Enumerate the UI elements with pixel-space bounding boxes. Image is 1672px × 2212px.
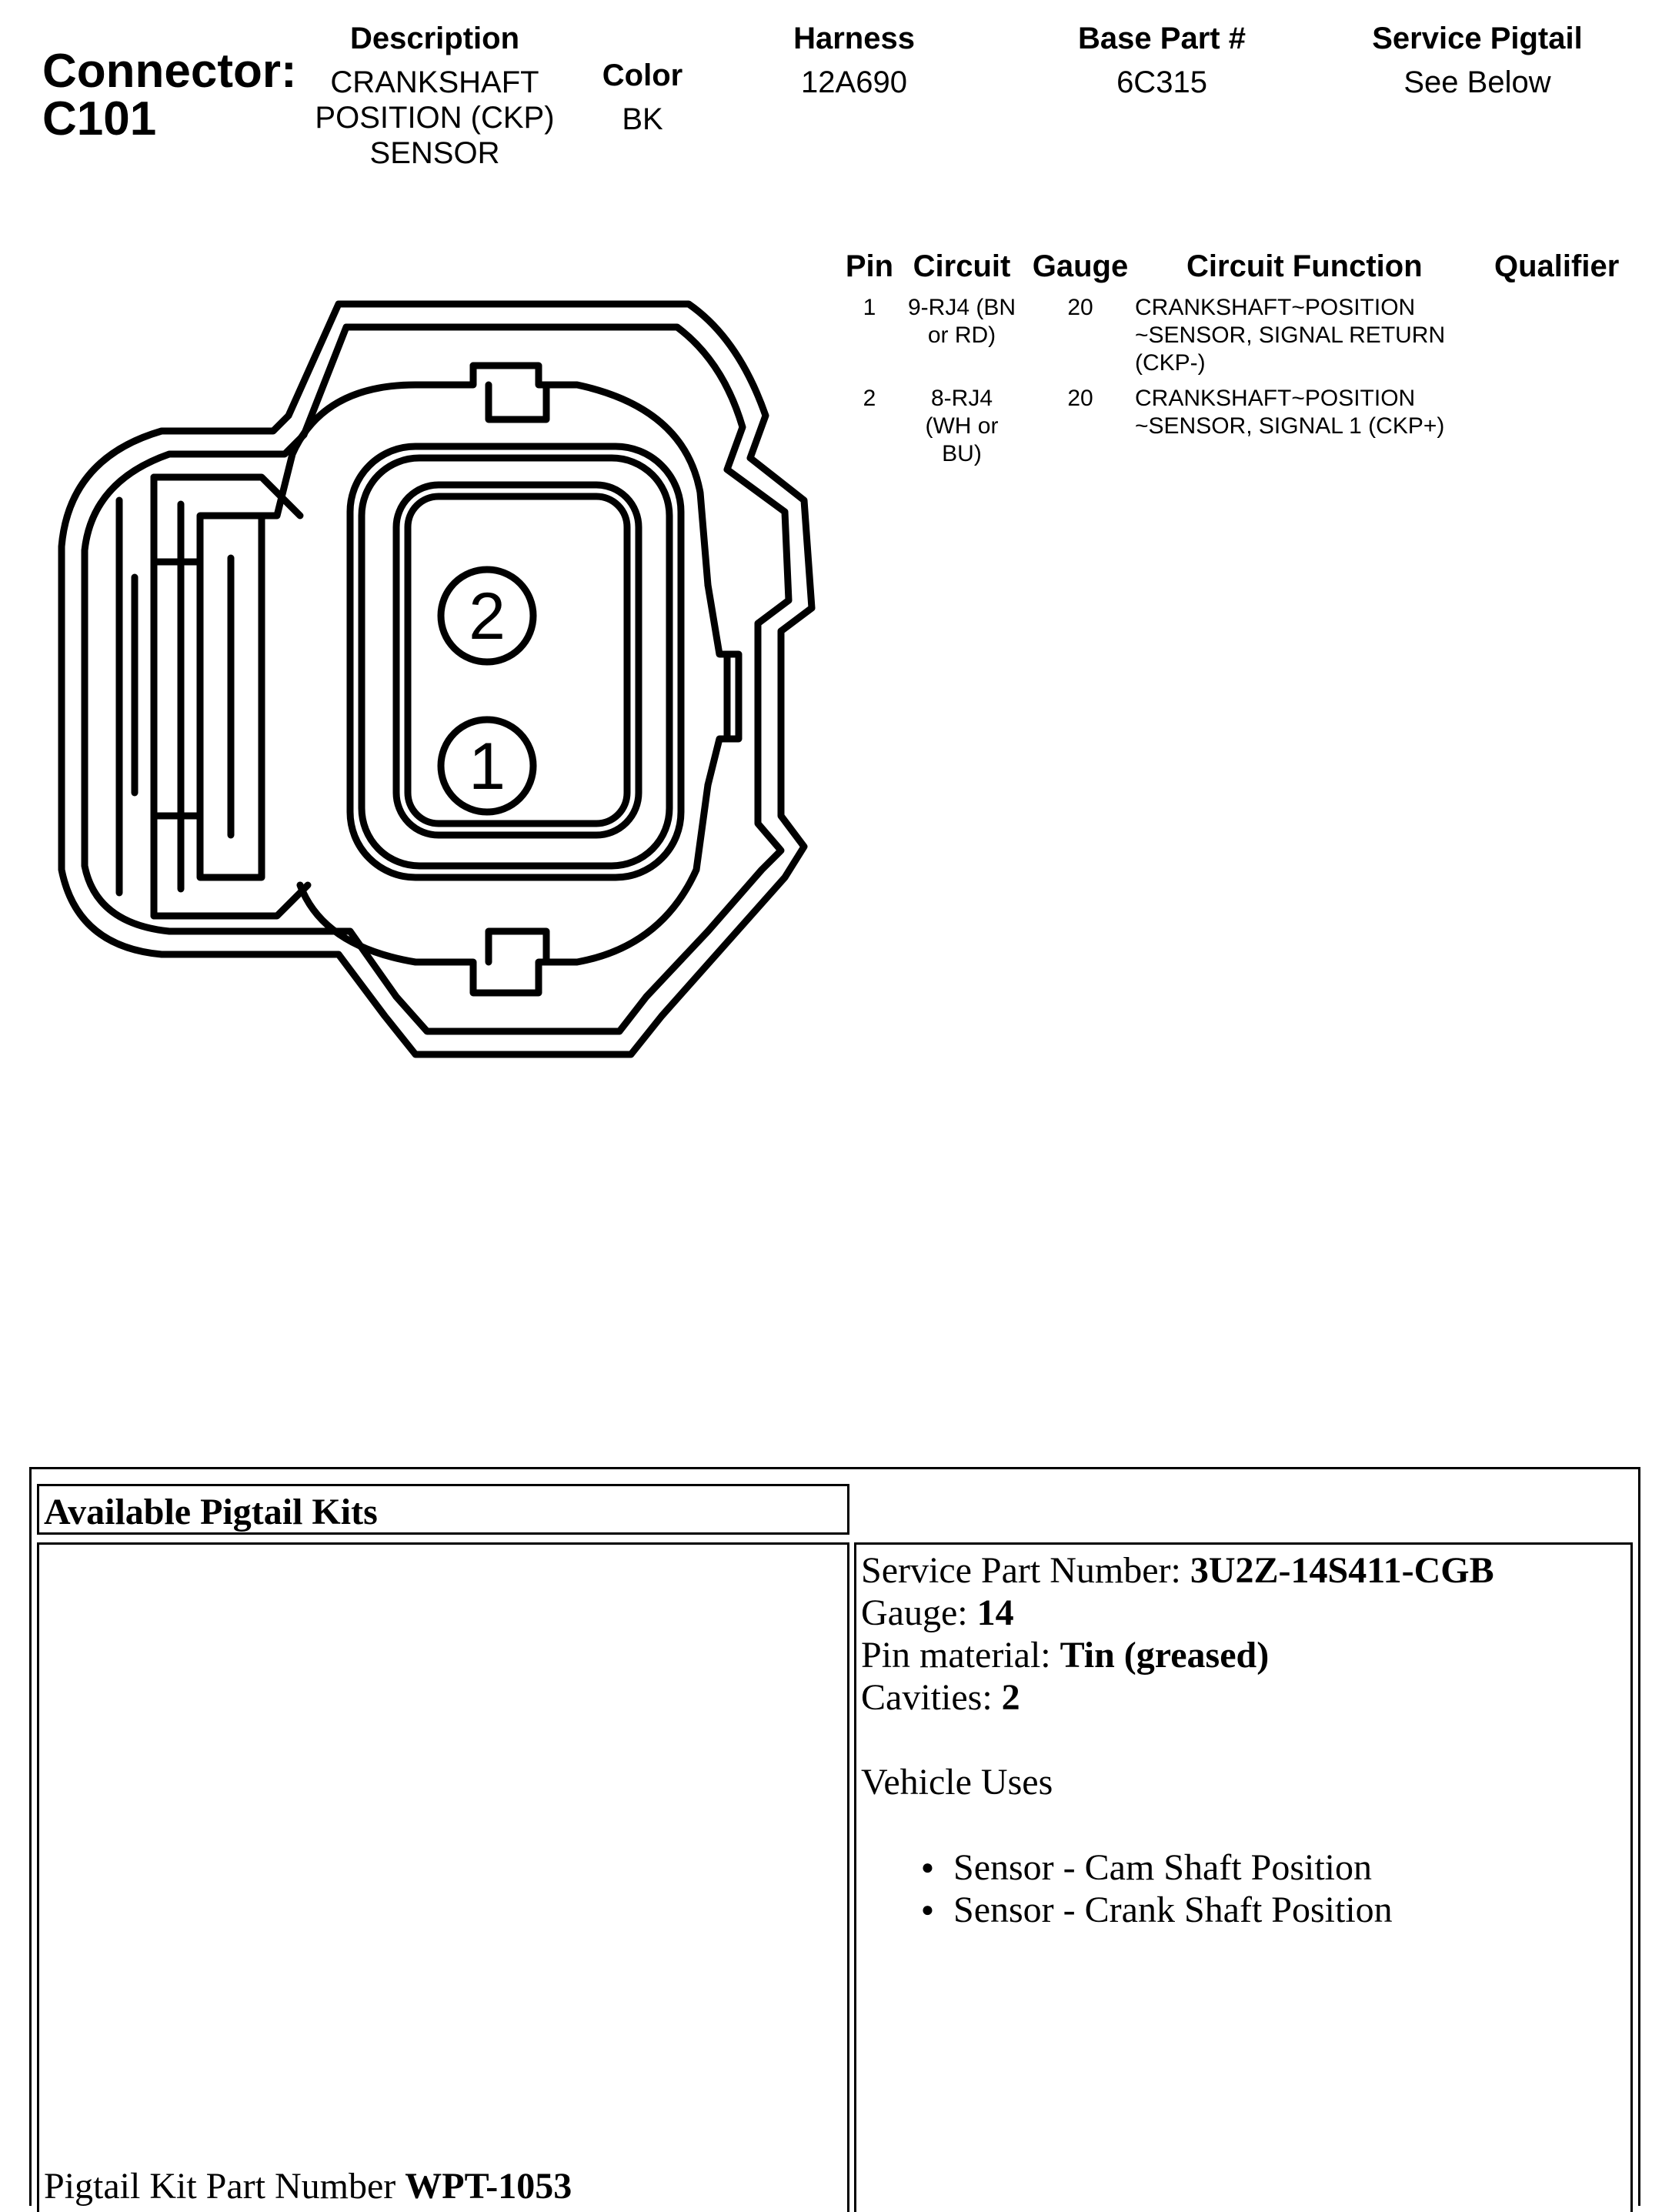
service-part-value: 3U2Z-14S411-CGB <box>1190 1550 1494 1591</box>
housing-line <box>154 885 308 916</box>
pin-material-label: Pin material: <box>861 1635 1060 1676</box>
pin-2-label: 2 <box>469 580 506 653</box>
row1-pin: 1 <box>863 295 876 320</box>
col-pin: Pin <box>845 249 894 283</box>
key-right <box>708 585 739 785</box>
vehicle-use-item: ● Sensor - Cam Shaft Position <box>861 1846 1494 1889</box>
row2-function-line: CRANKSHAFT~POSITION <box>1135 386 1416 411</box>
connector-id: C101 <box>42 92 157 145</box>
color-header: Color <box>602 58 683 92</box>
service-part-label: Service Part Number: <box>861 1550 1190 1591</box>
row1-function-line: CRANKSHAFT~POSITION <box>1135 295 1416 320</box>
row1-circuit-line: or RD) <box>927 322 996 348</box>
row2-gauge: 20 <box>1067 386 1093 411</box>
description-line: CRANKSHAFT <box>330 65 539 99</box>
connector-label: Connector: <box>42 45 297 98</box>
row2-function <box>1135 385 1444 440</box>
row1-function <box>1135 294 1445 377</box>
pigtail-details-cell <box>854 1542 1633 2212</box>
row2-circuit-line: BU) <box>942 441 982 466</box>
row1-function-line: ~SENSOR, SIGNAL RETURN <box>1135 322 1446 348</box>
pigtail-heading: Available Pigtail Kits <box>44 1492 378 1532</box>
cavities-value: 2 <box>1001 1677 1020 1718</box>
base-part-value: 6C315 <box>1116 65 1207 99</box>
cavity-frame-inner <box>396 485 639 835</box>
service-pigtail-value: See Below <box>1403 65 1551 99</box>
col-qualifier: Qualifier <box>1494 249 1620 283</box>
row2-function-line: ~SENSOR, SIGNAL 1 (CKP+) <box>1135 413 1445 439</box>
key-bottom <box>489 931 546 962</box>
description-line: POSITION (CKP) <box>315 101 555 135</box>
row2-pin: 2 <box>863 386 876 411</box>
pigtail-image-cell <box>37 1542 849 2212</box>
cavities-row <box>861 1676 1494 1719</box>
col-circuit-function: Circuit Function <box>1186 249 1423 283</box>
pin-material-value: Tin (greased) <box>1060 1635 1270 1676</box>
row2-circuit-line: (WH or <box>925 413 999 439</box>
cavities-label: Cavities: <box>861 1677 1002 1718</box>
gauge-value: 14 <box>976 1592 1014 1633</box>
key-top <box>489 385 546 419</box>
service-part-row <box>861 1549 1494 1592</box>
gauge-label: Gauge: <box>861 1592 977 1633</box>
row1-function-line: (CKP-) <box>1135 350 1206 376</box>
harness-value: 12A690 <box>801 65 907 99</box>
harness-header: Harness <box>793 22 915 55</box>
row1-gauge: 20 <box>1067 295 1093 320</box>
service-pigtail-header: Service Pigtail <box>1372 22 1583 55</box>
color-value: BK <box>622 102 663 136</box>
pigtail-kit-part-label: Pigtail Kit Part Number <box>44 2166 405 2207</box>
vehicle-use-item: ● Sensor - Crank Shaft Position <box>861 1889 1494 1931</box>
row1-circuit-line: 9-RJ4 (BN <box>907 295 1016 320</box>
vehicle-uses-label: Vehicle Uses <box>861 1762 1053 1803</box>
pin-1-label: 1 <box>469 730 506 804</box>
vehicle-uses-list <box>861 1846 1494 1931</box>
pigtail-details <box>861 1549 1494 1931</box>
row2-circuit-line: 8-RJ4 <box>930 386 993 411</box>
description-line: SENSOR <box>369 136 500 170</box>
col-circuit: Circuit <box>913 249 1011 283</box>
description-header: Description <box>349 22 520 55</box>
col-gauge: Gauge <box>1032 249 1129 283</box>
base-part-header: Base Part # <box>1078 22 1246 55</box>
pigtail-heading-cell <box>37 1484 849 1535</box>
gauge-row <box>861 1592 1494 1634</box>
pigtail-kit-part-value: WPT-1053 <box>405 2166 572 2207</box>
row2-circuit <box>893 385 1031 468</box>
row1-circuit <box>893 294 1031 349</box>
connector-face-diagram <box>46 285 831 1093</box>
pin-material-row <box>861 1634 1494 1676</box>
description-value <box>296 65 573 171</box>
